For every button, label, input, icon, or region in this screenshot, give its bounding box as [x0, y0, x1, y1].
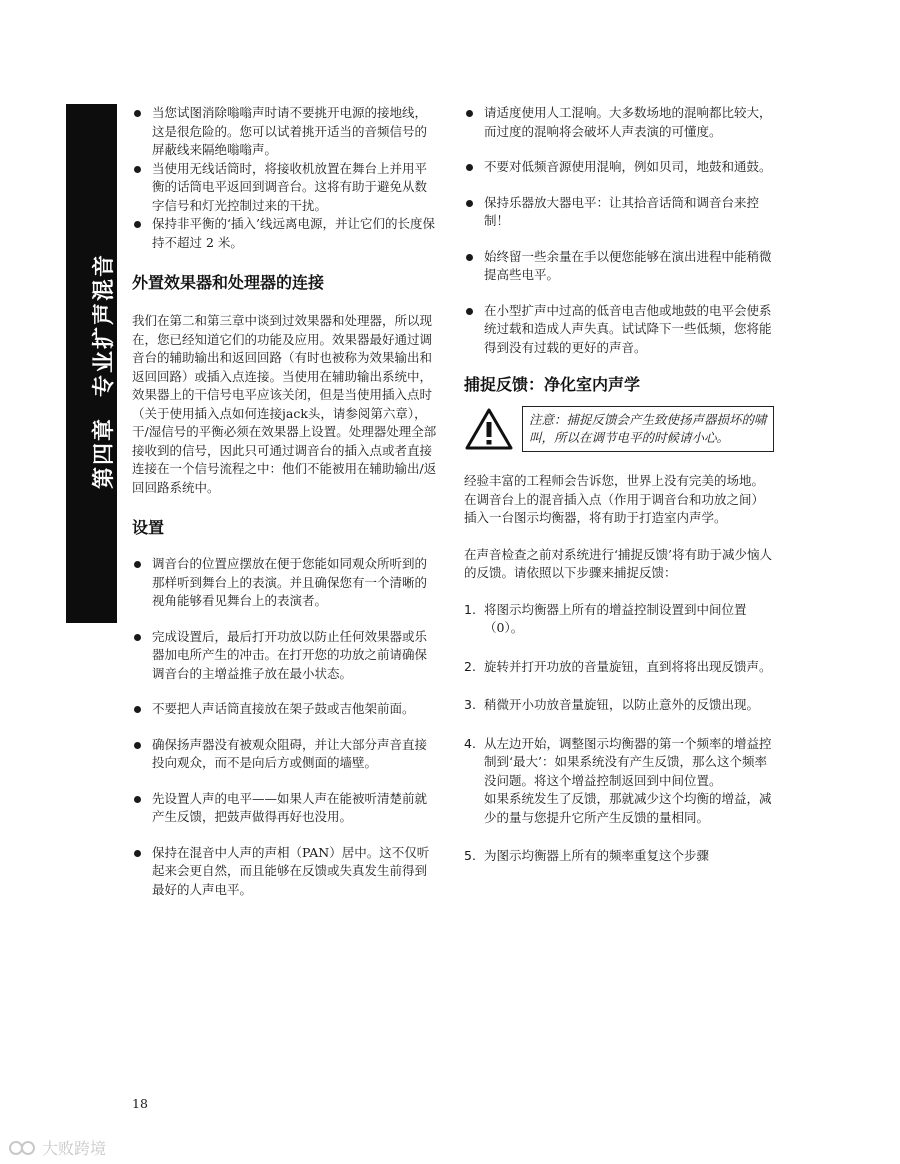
step-number: 4. — [464, 735, 476, 751]
list-item: 不要对低频音源使用混响，例如贝司，地鼓和通鼓。 — [464, 158, 774, 177]
page-number: 18 — [132, 1096, 148, 1111]
list-item: 完成设置后，最后打开功放以防止任何效果器或乐器加电所产生的冲击。在打开您的功放之前请确保调音台的主增益推子放在最小状态。 — [132, 628, 438, 684]
watermark-text: 大败跨境 — [42, 1139, 107, 1158]
step-extra-text: 如果系统发生了反馈，那就减少这个均衡的增益，减少的量与您提升它所产生反馈的量相同。 — [484, 791, 772, 825]
list-item: 不要把人声话筒直接放在架子鼓或吉他架前面。 — [132, 700, 438, 719]
chapter-number: 第四章 — [92, 416, 117, 489]
step-item — [464, 601, 774, 638]
feedback-steps — [464, 601, 774, 866]
warning-triangle-icon — [464, 407, 514, 451]
warning-note: 注意：捕捉反馈会产生致使扬声器损坏的啸叫，所以在调节电平的时候请小心。 — [522, 406, 774, 452]
list-item: 确保扬声器没有被观众阻碍，并让大部分声音直接投向观众，而不是向后方或侧面的墙壁。 — [132, 736, 438, 773]
watermark — [8, 1136, 106, 1159]
step-item — [464, 696, 774, 715]
setup-heading: 设置 — [132, 518, 165, 537]
step-text: 从左边开始，调整图示均衡器的第一个频率的增益控制到‘最大’：如果系统没有产生反馈，那么这个频率没问题。将这个增益控制返回到中间位置。 — [484, 735, 772, 788]
effects-heading: 外置效果器和处理器的连接 — [132, 273, 325, 292]
watermark-logo-icon — [8, 1139, 38, 1157]
step-item — [464, 658, 774, 677]
list-item: 调音台的位置应摆放在便于您能如同观众所听到的那样听到舞台上的表演。并且确保您有一个清晰的视角能够看见舞台上的表演者。 — [132, 555, 438, 611]
list-item: 始终留一些余量在手以便您能够在演出进程中能稍微提高些电平。 — [464, 248, 774, 285]
list-item: 保持非平衡的‘插入’线远离电源，并让它们的长度保持不超过 2 米。 — [132, 215, 438, 252]
feedback-heading: 捕捉反馈：净化室内声学 — [464, 375, 641, 394]
right-column — [464, 104, 774, 886]
list-item: 保持在混音中人声的声相（PAN）居中。这不仅听起来会更自然，而且能够在反馈或失真发生前得到最好的人声电平。 — [132, 844, 438, 900]
list-item: 在小型扩声中过高的低音电吉他或地鼓的电平会使系统过载和造成人声失真。试试降下一些低频，您将能得到没有过载的更好的声音。 — [464, 302, 774, 358]
step-text: 为图示均衡器上所有的频率重复这个步骤 — [484, 848, 710, 863]
step-item — [464, 735, 774, 828]
setup-bullets — [132, 555, 438, 899]
step-text: 将图示均衡器上所有的增益控制设置到中间位置（0）。 — [484, 601, 747, 635]
left-top-bullets — [132, 104, 438, 252]
chapter-title: 专业扩声混音 — [92, 252, 117, 397]
list-item: 先设置人声的电平——如果人声在能被听清楚前就产生反馈，把鼓声做得再好也没用。 — [132, 790, 438, 827]
step-text: 稍微开小功放音量旋钮，以防止意外的反馈出现。 — [484, 697, 760, 712]
list-item: 请适度使用人工混响。大多数场地的混响都比较大，而过度的混响将会破坏人声表演的可懂度。 — [464, 104, 774, 141]
list-item: 保持乐器放大器电平：让其拾音话筒和调音台来控制！ — [464, 194, 774, 231]
list-item: 当使用无线话筒时，将接收机放置在舞台上并用平衡的话筒电平返回到调音台。这将有助于避免从数字信号和灯光控制过来的干扰。 — [132, 160, 438, 216]
step-number: 3. — [464, 697, 476, 712]
step-text: 旋转并打开功放的音量旋钮，直到将将出现反馈声。 — [484, 658, 772, 674]
step-number: 2. — [464, 658, 476, 674]
feedback-paragraph-1: 经验丰富的工程师会告诉您，世界上没有完美的场地。在调音台上的混音插入点（作用于调音台和功放之间）插入一台图示均衡器，将有助于打造室内声学。 — [464, 473, 765, 525]
right-top-bullets — [464, 104, 774, 357]
step-number: 5. — [464, 848, 476, 863]
chapter-side-label — [92, 253, 118, 489]
left-column — [132, 104, 438, 916]
list-item: 当您试图消除嗡嗡声时请不要挑开电源的接地线，这是很危险的。您可以试着挑开适当的音频信号的屏蔽线来隔绝嗡嗡声。 — [132, 104, 438, 160]
warning-box — [464, 406, 774, 452]
step-item — [464, 847, 774, 866]
step-number: 1. — [464, 601, 476, 617]
feedback-paragraph-2: 在声音检查之前对系统进行‘捕捉反馈’将有助于减少恼人的反馈。请依照以下步骤来捕捉反馈： — [464, 546, 772, 580]
effects-paragraph: 我们在第二和第三章中谈到过效果器和处理器，所以现在，您已经知道它们的功能及应用。效果器最好通过调音台的辅助输出和返回回路（有时也被称为效果输出和返回回路）或插入点连接。当使用在辅助输出系统中，效果器上的干信号电平应该关闭，但是当使用插入点时（关于使用插入点如何连接jack头，请参阅第六章），干/湿信号的平衡必须在效果器上设置。处理器处理全部接收到的信号，因此只可通过调音台的插入点或者直接连接在一个信号流程之中：他们不能被用在辅助输出/返回回路系统中。 — [132, 313, 437, 495]
